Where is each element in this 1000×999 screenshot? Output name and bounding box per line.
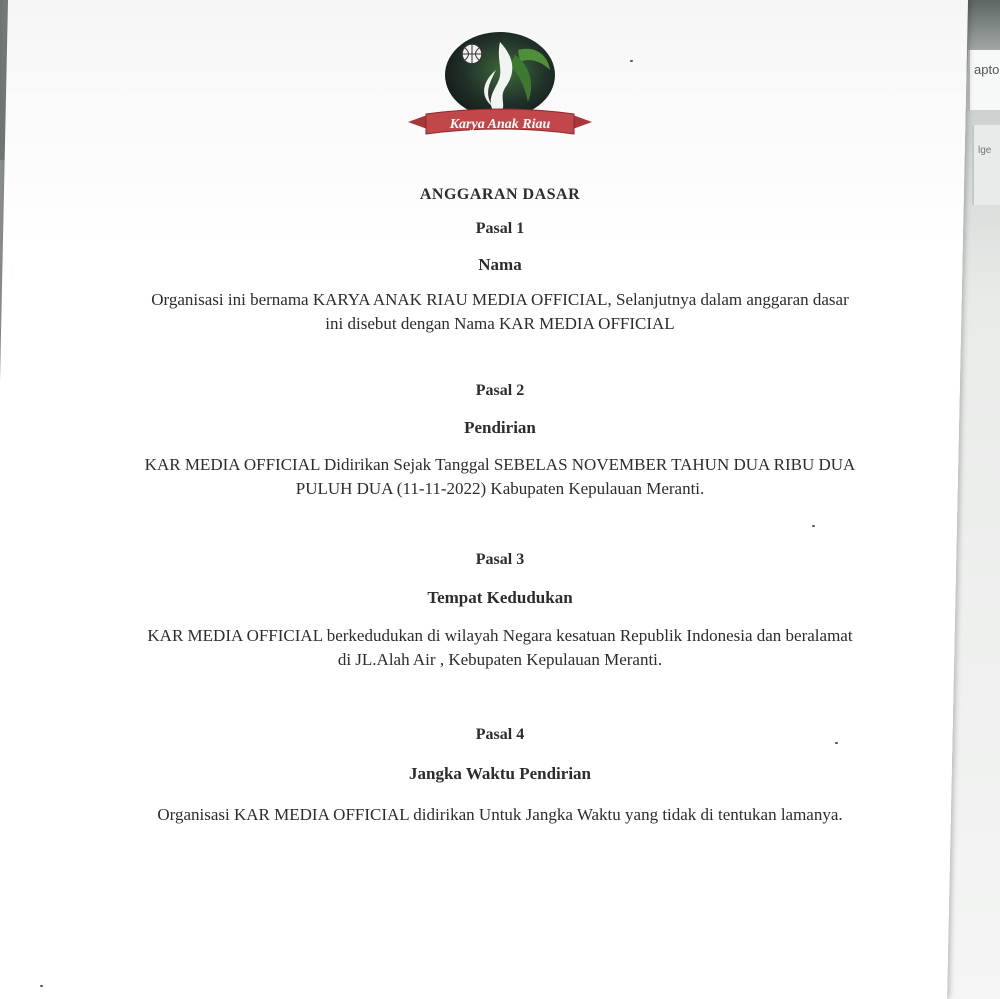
pasal-1-line-2: ini disebut dengan Nama KAR MEDIA OFFICIAL (325, 314, 675, 333)
pasal-1-text (80, 288, 920, 336)
logo-emblem-icon (400, 30, 600, 145)
logo-text: Karya Anak Riau (449, 117, 551, 132)
background-screen-label-2: lge (972, 125, 1000, 205)
pasal-2-title: Pendirian (464, 418, 536, 437)
pasal-3-line-1: KAR MEDIA OFFICIAL berkedudukan di wilayah Negara kesatuan Republik Indonesia dan beralamat (147, 626, 853, 645)
paper-speck (835, 742, 838, 744)
logo (400, 30, 600, 145)
pasal-4-line-1: Organisasi KAR MEDIA OFFICIAL didirikan Untuk Jangka Waktu yang tidak di tentukan lamanya. (157, 805, 843, 824)
pasal-2-line-1: KAR MEDIA OFFICIAL Didirikan Sejak Tanggal SEBELAS NOVEMBER TAHUN DUA RIBU DUA (144, 455, 856, 474)
pasal-3-number: Pasal 3 (475, 551, 525, 568)
document-heading: ANGGARAN DASAR (419, 186, 581, 203)
pasal-4-text (60, 803, 940, 827)
pasal-3-line-2: di JL.Alah Air , Kebupaten Kepulauan Meranti. (337, 650, 663, 669)
pasal-3-text (80, 624, 920, 672)
pasal-4-title: Jangka Waktu Pendirian (408, 764, 592, 783)
pasal-1-title: Nama (478, 255, 522, 274)
paper-speck (812, 525, 815, 527)
pasal-1-line-1: Organisasi ini bernama KARYA ANAK RIAU MEDIA OFFICIAL, Selanjutnya dalam anggaran dasar (151, 290, 849, 309)
pasal-1-number: Pasal 1 (475, 220, 525, 237)
pasal-3-title: Tempat Kedudukan (427, 588, 573, 607)
paper-speck (630, 60, 633, 62)
paper-speck (40, 985, 43, 987)
pasal-2-line-2: PULUH DUA (11-11-2022) Kabupaten Kepulauan Meranti. (295, 479, 705, 498)
pasal-2-text (80, 453, 920, 501)
pasal-2-number: Pasal 2 (475, 382, 525, 399)
pasal-4-number: Pasal 4 (475, 726, 525, 743)
background-screen-label: apto (968, 50, 1000, 110)
